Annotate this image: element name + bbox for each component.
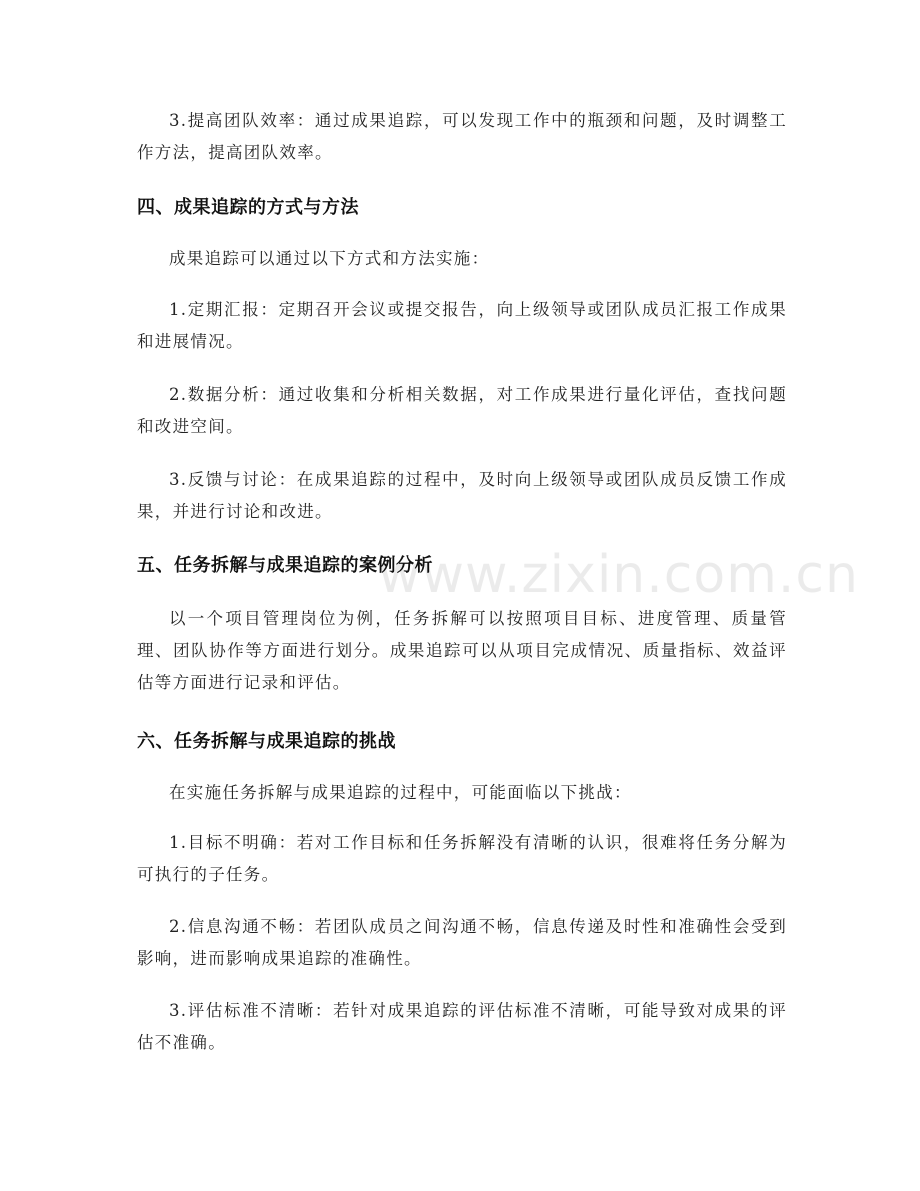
- paragraph-case-analysis: 以一个项目管理岗位为例，任务拆解可以按照项目目标、进度管理、质量管理、团队协作等方面进行划分。成果追踪可以从项目完成情况、质量指标、效益评估等方面进行记录和评估。: [137, 609, 787, 692]
- paragraph-regular-report: 1.定期汇报：定期召开会议或提交报告，向上级领导或团队成员汇报工作成果和进展情况。: [137, 300, 787, 351]
- paragraph-data-analysis: 2.数据分析：通过收集和分析相关数据，对工作成果进行量化评估，查找问题和改进空间。: [137, 385, 787, 436]
- paragraph-feedback-discussion: 3.反馈与讨论：在成果追踪的过程中，及时向上级领导或团队成员反馈工作成果，并进行讨论和改进。: [137, 470, 787, 521]
- watermark: www.zixin.com.cn: [378, 545, 859, 605]
- paragraph-unclear-goal: 1.目标不明确：若对工作目标和任务拆解没有清晰的认识，很难将任务分解为可执行的子任务。: [137, 833, 787, 884]
- paragraph-methods-intro: 成果追踪可以通过以下方式和方法实施：: [169, 249, 490, 268]
- paragraph-challenges-intro: 在实施任务拆解与成果追踪的过程中，可能面临以下挑战：: [169, 783, 632, 802]
- paragraph-unclear-standard: 3.评估标准不清晰：若针对成果追踪的评估标准不清晰，可能导致对成果的评估不准确。: [137, 1001, 787, 1052]
- section-heading-6: 六、任务拆解与成果追踪的挑战: [137, 731, 396, 752]
- paragraph-poor-communication: 2.信息沟通不畅：若团队成员之间沟通不畅，信息传递及时性和准确性会受到影响，进而影响成果追踪的准确性。: [137, 917, 787, 968]
- paragraph-team-efficiency: 3.提高团队效率：通过成果追踪，可以发现工作中的瓶颈和问题，及时调整工作方法，提高团队效率。: [137, 111, 787, 162]
- section-heading-5: 五、任务拆解与成果追踪的案例分析: [137, 555, 433, 576]
- section-heading-4: 四、成果追踪的方式与方法: [137, 197, 359, 218]
